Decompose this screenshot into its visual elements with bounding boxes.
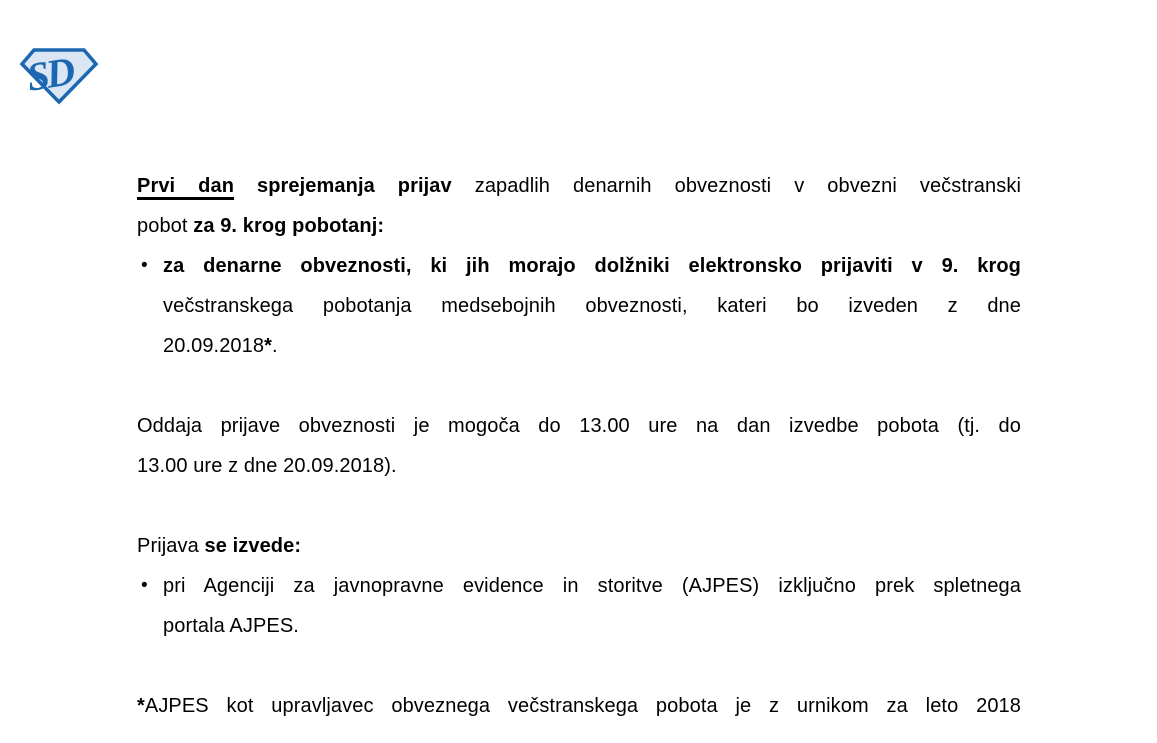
body-text: večstranskega pobotanja medsebojnih obveznosti, kateri bo izveden z dne: [163, 295, 1021, 317]
bold-text: sprejemanja prijav: [234, 175, 452, 197]
body-text: Oddaja prijave obveznosti je mogoča do 13.00 ure na dan izvedbe pobota (tj. do: [137, 415, 1021, 437]
first-day-heading: Prvi dan: [137, 175, 235, 197]
document-body: [137, 166, 1021, 726]
body-text: Prijava: [137, 535, 205, 557]
text-line: [163, 606, 1021, 646]
body-text: pri Agenciji za javnopravne evidence in storitve (AJPES) izključno prek spletnega: [163, 575, 1021, 597]
body-text: portala AJPES.: [163, 615, 299, 637]
text-line: [137, 686, 1021, 726]
sd-logo: [19, 45, 99, 107]
bullet-icon: •: [141, 575, 148, 596]
bold-text: za 9. krog pobotanj:: [193, 215, 385, 237]
text-line: [163, 286, 1021, 326]
submission-deadline-paragraph: [137, 406, 1021, 486]
footnote-paragraph: [137, 686, 1021, 726]
text-line: [137, 526, 1021, 566]
body-text: 13.00 ure z dne 20.09.2018).: [137, 455, 397, 477]
text-line: [137, 166, 1021, 206]
body-text: AJPES kot upravljavec obveznega večstranskega pobota je z urnikom za leto 2018: [144, 695, 1021, 717]
bullet-item: [137, 566, 1021, 646]
text-line: [163, 246, 1021, 286]
footnote-asterisk: *: [137, 695, 145, 717]
text-line: [163, 566, 1021, 606]
bold-text: se izvede:: [204, 535, 302, 557]
text-line: [137, 446, 1021, 486]
footnote-asterisk: *: [264, 335, 272, 357]
application-heading-paragraph: [137, 526, 1021, 566]
body-text: 20.09.2018: [163, 335, 265, 357]
text-line: [137, 206, 1021, 246]
intro-paragraph: [137, 166, 1021, 246]
bullet-item: [137, 246, 1021, 366]
body-text: zapadlih denarnih obveznosti v obvezni večstranski: [451, 175, 1021, 197]
text-line: [137, 406, 1021, 446]
sd-logo-letters: SD: [23, 48, 76, 100]
sd-shield-icon: [19, 45, 99, 107]
text-line: [163, 326, 1021, 366]
body-text: .: [272, 335, 278, 357]
bullet-icon: •: [141, 255, 148, 276]
body-text: pobot: [137, 215, 194, 237]
bold-text: za denarne obveznosti, ki jih morajo dolžniki elektronsko prijaviti v 9. krog: [163, 255, 1021, 277]
